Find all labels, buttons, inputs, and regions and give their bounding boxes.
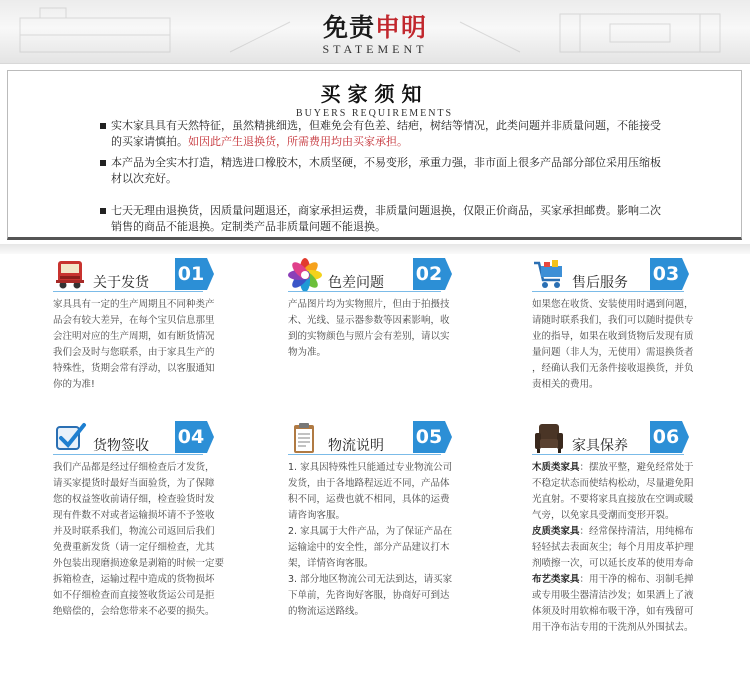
card-body (53, 460, 224, 620)
card-line-text: 轻轻拭去表面灰尘；每个月用皮革护理 (532, 542, 694, 553)
bullet-square-icon (100, 160, 106, 166)
card-title: 色差问题 (328, 275, 384, 291)
card-line: 如果您在收货、安装使用时遇到问题， (532, 299, 694, 310)
card-line-text: ：摆放平整，避免经常处于 (579, 462, 694, 473)
card-body (288, 297, 450, 361)
banner-title-red: 申明 (375, 13, 428, 42)
card-line-text: 用干净布沾专用的干洗剂从外围拭去。 (532, 622, 694, 633)
card-title: 售后服务 (572, 275, 628, 291)
card-divider (532, 454, 684, 455)
card-number-badge: 01 (175, 258, 207, 290)
notice-header (8, 71, 741, 119)
card-title: 家具保养 (572, 438, 628, 454)
card-line: 家具具有一定的生产周期且不同种类产 (53, 299, 215, 310)
banner-subtitle: STATEMENT (322, 42, 428, 56)
card-number-badge: 03 (650, 258, 682, 290)
card-line-text: 剂喷擦一次，可以延长皮革的使用寿命 (532, 558, 694, 569)
statement-banner (0, 0, 750, 64)
card-line (532, 572, 694, 588)
card-divider (53, 291, 203, 292)
card-line: 到的实物颜色与照片会有差别，请以实 (288, 331, 450, 342)
card-line (532, 492, 694, 508)
card-number-badge: 06 (650, 421, 682, 453)
card-line: 请买家提货时最好当面验货，为了保障 (53, 478, 215, 489)
card-line (532, 620, 694, 636)
banner-title-black: 免责 (322, 13, 375, 42)
banner-title (0, 8, 750, 44)
shopping-cart-icon (532, 258, 566, 292)
card-line-text: 体须及时用软棉布吸干净，如有残留可 (532, 606, 694, 617)
notice-item-text: 实木家具具有天然特征，虽然精挑细选，但难免会有色差、结疤，树结等情况，此类问题并非质量问题，不能接受的买家请慎拍。 (111, 119, 661, 148)
card-line: 发货，由于各地路程远近不同，产品体 (288, 478, 450, 489)
card-line: 现有件数不对或者运输损坏请不予签收 (53, 510, 215, 521)
card-line: 2. 家具属于大件产品，为了保证产品在 (288, 526, 453, 537)
card-line (532, 524, 694, 540)
card-line: 产品图片均为实物照片，但由于拍摄技 (288, 299, 450, 310)
card-divider (288, 291, 441, 292)
card-body (532, 460, 694, 636)
card-line-text: 光直射。不要将家具直接放在空调或暖 (532, 494, 694, 505)
color-flower-icon (288, 258, 322, 292)
card-title: 关于发货 (93, 275, 149, 291)
card-line-text: ：经常保持清洁，用纯棉布 (579, 526, 694, 537)
card-line: 并及时联系我们，物流公司返回后我们 (53, 526, 215, 537)
card-line: 特殊性，货期会常有浮动，以客服通知 (53, 363, 215, 374)
notice-item-warning: 如因此产生退换货，所需费用均由买家承担。 (188, 135, 408, 148)
card-line: 会注明对应的生产周期，如有断货情况 (53, 331, 215, 342)
card-line-text: 或专用吸尘器清洁沙发；如果洒上了液 (532, 590, 694, 601)
card-line: 下单前，先咨询好客服，协商好可到达 (288, 590, 450, 601)
card-line: 品会有较大差异，在每个宝贝信息那里 (53, 315, 215, 326)
notice-item-text: 七天无理由退换货，因质量问题退还，商家承担运费，非质量问题退换，仅限正价商品，买家承担邮费。影响二次销售的商品不能退换。定制类产品非质量问题不能退换。 (111, 204, 661, 233)
delivery-truck-icon (53, 258, 87, 292)
card-line: ，经确认我们无条件接收退换货，并负 (532, 363, 694, 374)
card-number-badge: 02 (413, 258, 445, 290)
card-line: 的物流运送路线。 (288, 606, 365, 617)
card-number-badge: 04 (175, 421, 207, 453)
card-line (532, 604, 694, 620)
card-divider (288, 454, 441, 455)
section-divider (0, 244, 750, 254)
card-divider (53, 454, 203, 455)
card-title: 物流说明 (328, 438, 384, 454)
card-line: 请咨询客服。 (288, 510, 346, 521)
card-line: 积不同，运费也就不相同，具体的运费 (288, 494, 450, 505)
card-line: 如不仔细检查而直接签收货运公司是拒 (53, 590, 215, 601)
card-line: 我们会及时与您联系，由于家具生产的 (53, 347, 215, 358)
card-line (532, 508, 694, 524)
card-line: 外包装出现磨损迹象是剥箱的时候一定要 (53, 558, 225, 569)
care-category: 木质类家具 (532, 462, 580, 473)
card-line: 拆箱检查，运输过程中造成的货物损坏 (53, 574, 215, 585)
card-body (53, 297, 215, 393)
notice-item (100, 118, 668, 150)
card-line: 你的为准! (53, 379, 95, 390)
card-line: 责相关的费用。 (532, 379, 599, 390)
card-line: 请随时联系我们，我们可以随时提供专 (532, 315, 694, 326)
card-line: 免费重新发货（请一定仔细检查，尤其 (53, 542, 215, 553)
card-line: 您的权益签收前请仔细，检查验货时发 (53, 494, 215, 505)
card-divider (532, 291, 684, 292)
card-line: 我们产品都是经过仔细检查后才发货， (53, 462, 215, 473)
armchair-icon (532, 421, 566, 455)
card-number-badge: 05 (413, 421, 445, 453)
card-line (532, 540, 694, 556)
card-line (532, 460, 694, 476)
card-line-text: 不稳定状态而使结构松动，尽量避免阳 (532, 478, 694, 489)
card-title: 货物签收 (93, 438, 149, 454)
card-body (288, 460, 452, 620)
notice-subtitle: BUYERS REQUIREMENTS (295, 108, 454, 119)
card-line: 物为准。 (288, 347, 327, 358)
buyers-notice-box (7, 70, 742, 240)
checkmark-icon (53, 421, 87, 455)
care-category: 皮质类家具 (532, 526, 580, 537)
card-line: 3. 部分地区物流公司无法到达，请买家 (288, 574, 453, 585)
clipboard-icon (288, 421, 322, 455)
notice-item (100, 203, 668, 235)
card-line: 业的指导，如果在收到货物后发现有质 (532, 331, 694, 342)
card-line-text: 气旁，以免家具受潮而变形开裂。 (532, 510, 675, 521)
card-line: 术、光线、显示器参数等因素影响，收 (288, 315, 450, 326)
notice-item (100, 155, 668, 187)
card-line: 运输途中的安全性，部分产品建议打木 (288, 542, 450, 553)
card-line: 绝赔偿的，会给您带来不必要的损失。 (53, 606, 215, 617)
bullet-square-icon (100, 208, 106, 214)
notice-title: 买家须知 (320, 82, 429, 106)
card-line-text: ：用干净的棉布、羽制毛掸 (579, 574, 694, 585)
card-line (532, 476, 694, 492)
card-body (532, 297, 694, 393)
care-category: 布艺类家具 (532, 574, 580, 585)
card-line (532, 588, 694, 604)
card-line: 量问题（非人为，无使用）需退换货者 (532, 347, 694, 358)
card-line: 1. 家具因特殊性只能通过专业物流公司 (288, 462, 453, 473)
notice-item-text: 本产品为全实木打造，精选进口橡胶木，木质坚硬，不易变形，承重力强，非市面上很多产品部分部位采用压缩板材以次充好。 (111, 156, 661, 185)
card-line: 架，详情咨询客服。 (288, 558, 374, 569)
bullet-square-icon (100, 123, 106, 129)
card-line (532, 556, 694, 572)
